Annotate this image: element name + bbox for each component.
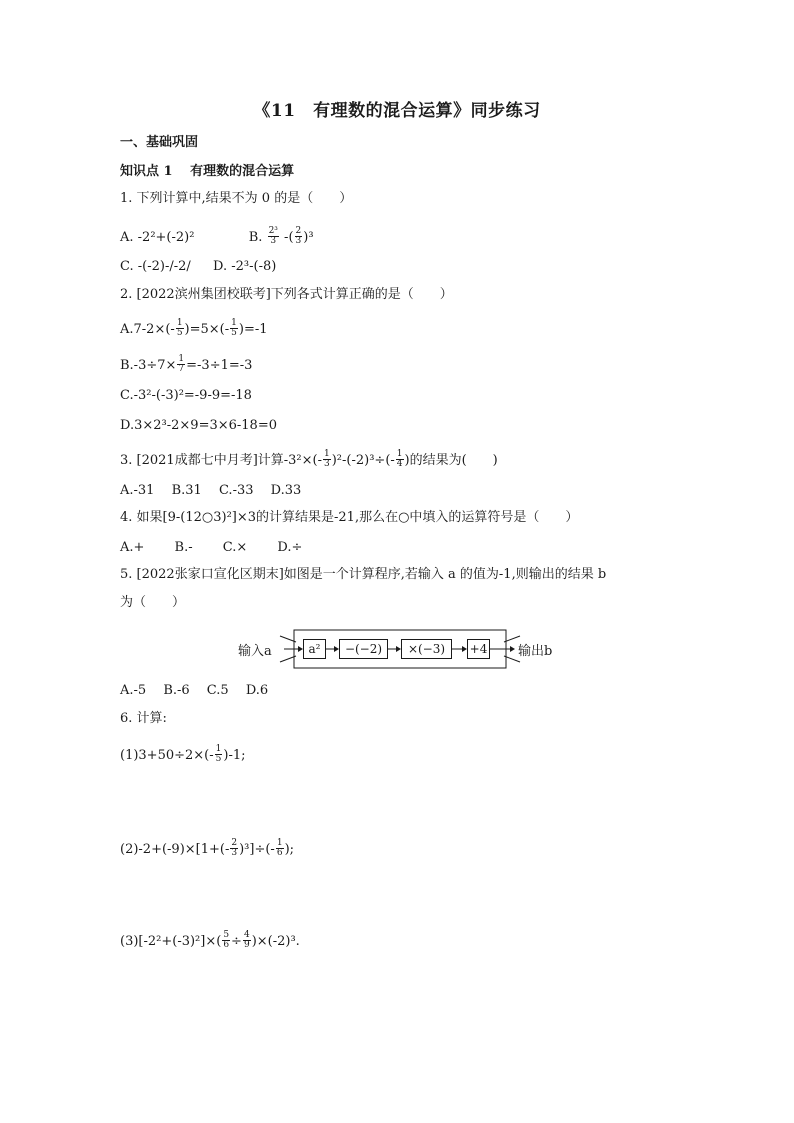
q5-stem-line2: 为（ ） xyxy=(120,595,186,610)
page-title: 《11 有理数的混合运算》同步练习 xyxy=(253,101,541,121)
q1-option-a: A. -2²+(-2)² xyxy=(120,230,195,245)
fraction: $\frac{1}{5}$ xyxy=(231,318,237,338)
fraction: $\frac{1}{6}$ xyxy=(276,838,283,858)
computation-flow-diagram xyxy=(236,626,566,672)
q1-options-row2 xyxy=(120,260,276,273)
fraction: $\frac{1}{3}$ xyxy=(324,449,330,469)
q6-part2: (2)-2+(-9)×[1+(- $\frac{2}{3}$ )³]÷(- $\frac{1}{6}$ ); xyxy=(120,838,295,858)
flow-box-multiply: ×(−3) xyxy=(401,639,452,659)
fraction: $\frac{1}{4}$ xyxy=(396,449,403,469)
fraction: $\frac{\text{2³}}{3}$ xyxy=(268,226,278,246)
fraction: $\frac{2}{3}$ xyxy=(231,838,238,858)
section-heading: 一、基础巩固 xyxy=(120,135,199,150)
q6-stem: 6. 计算: xyxy=(120,711,167,726)
q4-options: A.+ B.- C.× D.÷ xyxy=(120,540,303,555)
q1-option-b: B. $\frac{\text{2³}}{3}$ -( $\frac{2}{3}$ )³ xyxy=(248,226,314,246)
fraction: $\frac{2}{3}$ xyxy=(295,226,302,246)
q2-option-b: B.-3÷7× $\frac{1}{7}$ =-3÷1=-3 xyxy=(120,354,253,374)
flow-box-square: a² xyxy=(303,639,326,659)
q2-option-d: D.3×2³-2×9=3×6-18=0 xyxy=(120,418,277,433)
q2-stem: 2. [2022滨州集团校联考]下列各式计算正确的是（ ） xyxy=(120,287,453,302)
q5-stem-line1: 5. [2022张家口宣化区期末]如图是一个计算程序,若输入 a 的值为-1,则输出的结果 b xyxy=(120,567,607,582)
q2-option-a: A.7-2×(- $\frac{1}{5}$ )=5×(- $\frac{1}{5}$ )=-1 xyxy=(120,318,268,338)
q1-options-row1 xyxy=(120,228,314,247)
q1-stem: 1. 下列计算中,结果不为 0 的是（ ） xyxy=(120,191,353,206)
knowledge-point-heading: 知识点 1 有理数的混合运算 xyxy=(120,164,295,179)
fraction: $\frac{1}{7}$ xyxy=(178,354,185,374)
flow-box-subtract: −(−2) xyxy=(339,639,388,659)
q4-stem: 4. 如果[9-(12○3)²]×3的计算结果是-21,那么在○中填入的运算符号是（ ） xyxy=(120,510,579,525)
fraction: $\frac{1}{5}$ xyxy=(215,744,222,764)
fraction: $\frac{1}{5}$ xyxy=(176,318,183,338)
q2-option-c: C.-3²-(-3)²=-9-9=-18 xyxy=(120,388,252,403)
q3-options: A.-31 B.31 C.-33 D.33 xyxy=(120,483,302,498)
q6-part3: (3)[-2²+(-3)²]×( $\frac{5}{6}$ ÷ $\frac{4}{9}$ )×(-2)³. xyxy=(120,930,300,950)
fraction: $\frac{5}{6}$ xyxy=(223,930,230,950)
flow-input-label: 输入a xyxy=(238,644,272,659)
q3-stem: 3. [2021成都七中月考]计算-3²×(- $\frac{1}{3}$ )²-(-2)³÷(- $\frac{1}{4}$ )的结果为( ) xyxy=(120,449,498,469)
q6-part1: (1)3+50÷2×(- $\frac{1}{5}$ )-1; xyxy=(120,744,246,764)
flow-box-add: +4 xyxy=(467,639,490,659)
q5-options: A.-5 B.-6 C.5 D.6 xyxy=(120,683,269,698)
q1-option-d: D. -2³-(-8) xyxy=(213,259,277,274)
flow-output-label: 输出b xyxy=(518,644,553,659)
q1-option-c: C. -(-2)-/-2/ xyxy=(120,259,191,274)
fraction: $\frac{4}{9}$ xyxy=(243,930,250,950)
